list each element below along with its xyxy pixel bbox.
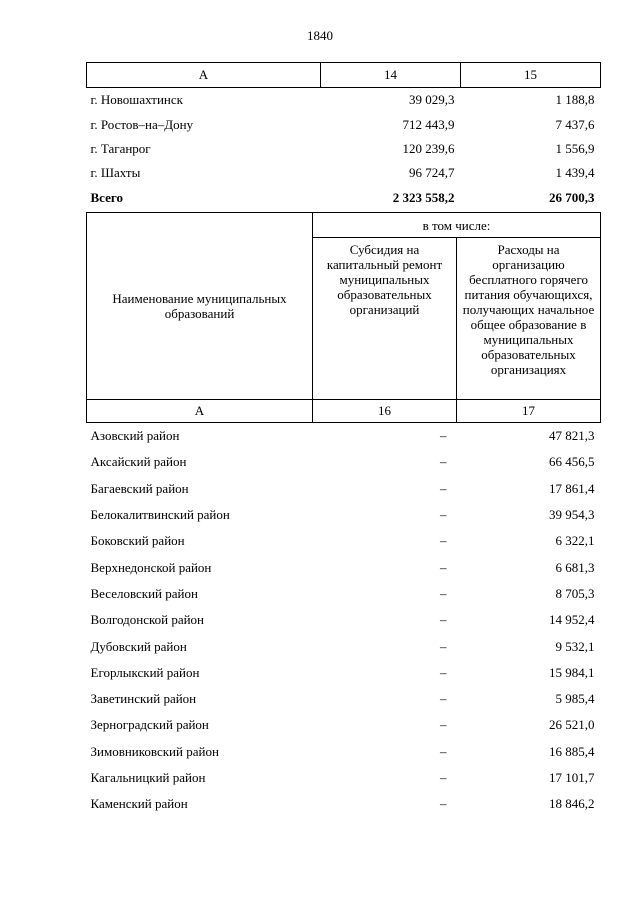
header-municipality-name: Наименование муниципальных образований — [87, 213, 313, 400]
header-col-17: Расходы на организацию бесплатного горячего питания обучающихся, получающих начальное общее образование в муниципальных образовательных организациях — [457, 238, 601, 400]
row-value-16: – — [440, 691, 447, 707]
row-value-15: 1 188,8 — [555, 92, 595, 108]
row-value-14: 712 443,9 — [402, 116, 455, 132]
row-value-16: – — [440, 585, 447, 601]
row-value-16: – — [440, 770, 447, 785]
table-row — [87, 607, 601, 633]
table1-header-14: 14 — [321, 63, 461, 88]
row-value-17: 6 681,3 — [555, 559, 595, 575]
total-value-14: 2 323 558,2 — [392, 189, 455, 205]
table2-letter-row — [87, 400, 601, 423]
row-name: Кагальницкий район — [90, 770, 206, 785]
row-value-17: 26 521,0 — [549, 717, 595, 733]
table1-header-15: 15 — [461, 63, 601, 88]
header-including: в том числе: — [313, 213, 601, 238]
total-label: Всего — [90, 189, 123, 205]
row-value-14: 39 029,3 — [409, 92, 455, 108]
row-name: Зимовниковский район — [90, 743, 219, 759]
row-value-17: 17 861,4 — [549, 480, 595, 496]
table-row — [87, 765, 601, 791]
row-value-14: 120 239,6 — [402, 140, 455, 156]
table-row — [87, 423, 601, 450]
table-row — [87, 112, 601, 136]
table-row — [87, 137, 601, 161]
row-name: Аксайский район — [90, 454, 187, 470]
table2-header-16: 16 — [313, 400, 457, 423]
row-name: Егорлыкский район — [90, 664, 200, 680]
row-value-17: 66 456,5 — [549, 454, 595, 470]
row-value-16: – — [440, 664, 447, 680]
row-value-16: – — [440, 428, 447, 444]
row-name: Багаевский район — [90, 480, 189, 496]
table2-header-row-1 — [87, 213, 601, 238]
table-row — [87, 686, 601, 712]
total-row — [87, 186, 601, 210]
table2-header-17: 17 — [457, 400, 601, 423]
table-row — [87, 88, 601, 113]
row-name: Волгодонской район — [90, 612, 205, 628]
table-row — [87, 791, 601, 817]
row-value-16: – — [440, 796, 447, 812]
table-row — [87, 449, 601, 475]
row-name: Боковский район — [90, 533, 185, 549]
row-name: Зерноградский район — [90, 717, 209, 733]
header-col-16: Субсидия на капитальный ремонт муниципальных образовательных организаций — [313, 238, 457, 400]
table-row — [87, 633, 601, 659]
row-value-17: 17 101,7 — [549, 770, 595, 785]
row-value-16: – — [440, 559, 447, 575]
row-name: Каменский район — [90, 796, 188, 812]
table-row — [87, 528, 601, 554]
table2-body — [87, 423, 601, 818]
row-value-17: 47 821,3 — [549, 428, 595, 444]
table1-header-row — [87, 63, 601, 88]
table-row — [87, 554, 601, 580]
table-row — [87, 581, 601, 607]
row-value-16: – — [440, 454, 447, 470]
row-value-16: – — [440, 480, 447, 496]
row-name: г. Шахты — [90, 165, 141, 181]
row-value-17: 15 984,1 — [549, 664, 595, 680]
row-value-17: 6 322,1 — [555, 533, 595, 549]
row-value-17: 39 954,3 — [549, 507, 595, 523]
row-value-17: 9 532,1 — [555, 638, 595, 654]
total-value-15: 26 700,3 — [549, 189, 595, 205]
row-value-17: 18 846,2 — [549, 796, 595, 812]
row-value-15: 7 437,6 — [555, 116, 595, 132]
table-row — [87, 476, 601, 502]
row-value-17: 8 705,3 — [555, 585, 595, 601]
row-value-16: – — [440, 717, 447, 733]
table-row — [87, 660, 601, 686]
row-value-16: – — [440, 743, 447, 759]
budget-table-part-2 — [86, 212, 601, 817]
row-value-14: 96 724,7 — [409, 165, 455, 181]
table2-header-a: А — [87, 400, 313, 423]
row-name: Заветинский район — [90, 691, 197, 707]
row-value-17: 14 952,4 — [549, 612, 595, 628]
row-value-16: – — [440, 533, 447, 549]
row-value-17: 5 985,4 — [555, 691, 595, 707]
row-value-16: – — [440, 638, 447, 654]
table-row — [87, 739, 601, 765]
row-name: Дубовский район — [90, 638, 187, 654]
row-value-16: – — [440, 612, 447, 628]
table1-header-a: А — [87, 63, 321, 88]
row-name: г. Новошахтинск — [90, 92, 183, 108]
table-row — [87, 712, 601, 738]
row-name: Веселовский район — [90, 585, 198, 601]
budget-table-part-1 — [86, 62, 601, 210]
row-name: г. Таганрог — [90, 140, 151, 156]
table-row — [87, 502, 601, 528]
row-value-15: 1 556,9 — [555, 140, 595, 156]
row-name: Белокалитвинский район — [90, 507, 230, 523]
row-value-17: 16 885,4 — [549, 743, 595, 759]
row-value-15: 1 439,4 — [555, 165, 595, 181]
row-value-16: – — [440, 507, 447, 523]
page-number: 1840 — [307, 28, 333, 43]
row-name: Азовский район — [90, 428, 180, 444]
row-name: г. Ростов–на–Дону — [90, 116, 194, 132]
row-name: Верхнедонской район — [90, 559, 212, 575]
table-row — [87, 161, 601, 185]
